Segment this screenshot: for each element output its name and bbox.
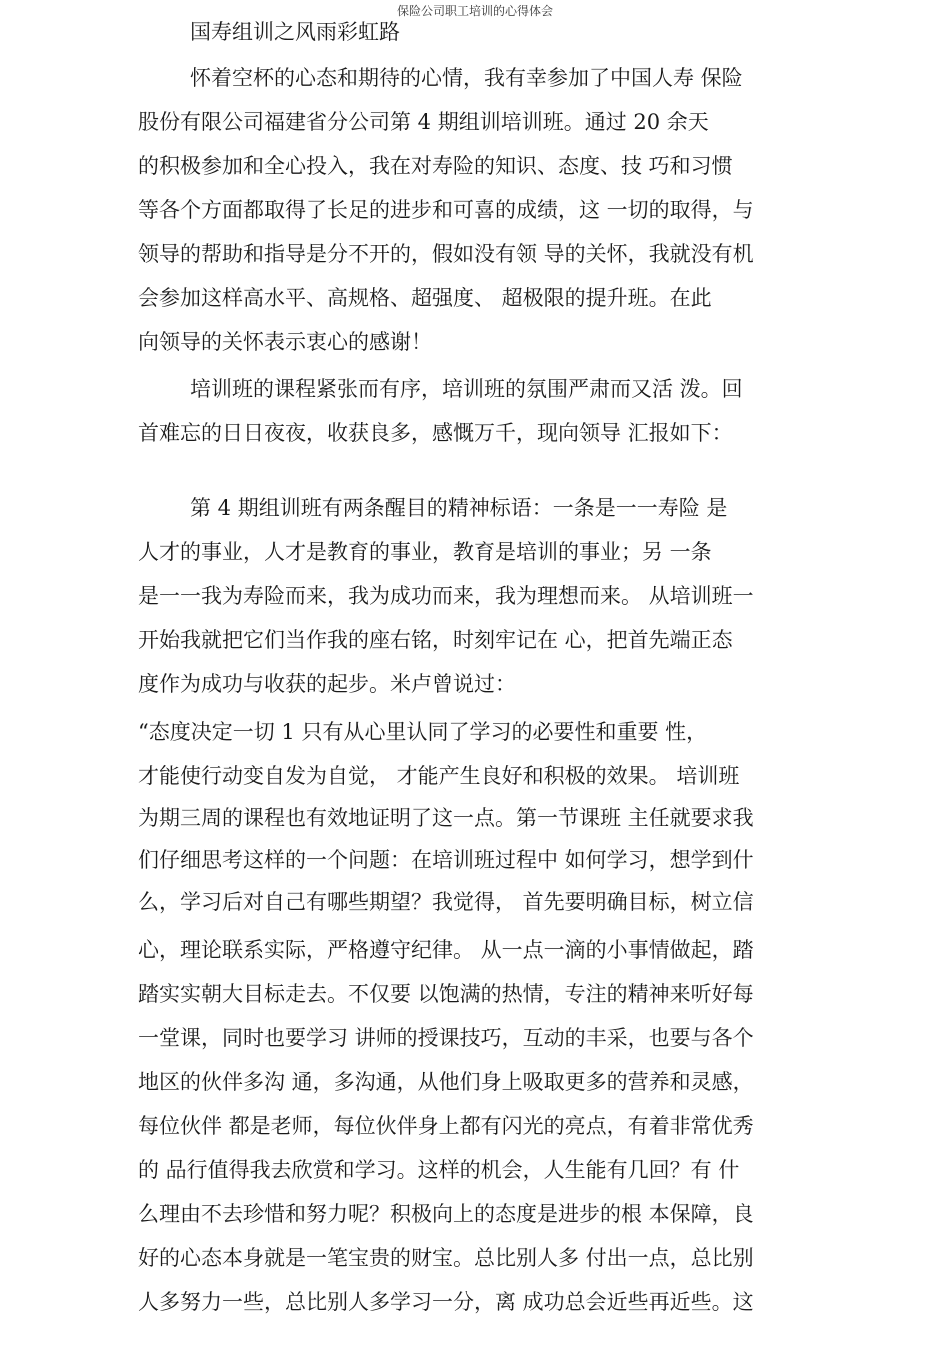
- body-line: 每位伙伴 都是老师，每位伙伴身上都有闪光的亮点，有着非常优秀: [138, 1114, 754, 1138]
- body-line: 人多努力一些，总比别人多学习一分，离 成功总会近些再近些。这: [138, 1290, 754, 1314]
- body-line: 等各个方面都取得了长足的进步和可喜的成绩，这 一切的取得，与: [138, 198, 754, 222]
- body-line: 开始我就把它们当作我的座右铭，时刻牢记在 心，把首先端正态: [138, 628, 733, 652]
- body-line: 领导的帮助和指导是分不开的，假如没有领 导的关怀，我就没有机: [138, 242, 754, 266]
- body-line: 为期三周的课程也有效地证明了这一点。第一节课班 主任就要求我: [138, 806, 754, 830]
- body-line: 的 品行值得我去欣赏和学习。这样的机会，人生能有几回？有 什: [138, 1158, 740, 1182]
- body-line: 人才的事业，人才是教育的事业，教育是培训的事业；另 一条: [138, 540, 712, 564]
- body-line: 们仔细思考这样的一个问题：在培训班过程中 如何学习，想学到什: [138, 848, 754, 872]
- body-line: 首难忘的日日夜夜，收获良多，感慨万千，现向领导 汇报如下：: [138, 421, 733, 445]
- body-line: 是一一我为寿险而来，我为成功而来，我为理想而来。 从培训班一: [138, 584, 754, 608]
- body-line: 股份有限公司福建省分公司第 4 期组训培训班。通过 20 余天: [138, 110, 709, 134]
- body-line: 么，学习后对自己有哪些期望？我觉得， 首先要明确目标，树立信: [138, 890, 754, 914]
- body-line: 一堂课，同时也要学习 讲师的授课技巧，互动的丰采，也要与各个: [138, 1026, 754, 1050]
- body-line: 会参加这样高水平、高规格、超强度、 超极限的提升班。在此: [138, 286, 712, 310]
- body-line: 向领导的关怀表示衷心的感谢！: [138, 330, 432, 354]
- body-line: 培训班的课程紧张而有序，培训班的氛围严肃而又活 泼。回: [190, 377, 743, 401]
- body-line: 第 4 期组训班有两条醒目的精神标语：一条是一一寿险 是: [190, 496, 728, 520]
- body-line: 踏实实朝大目标走去。不仅要 以饱满的热情，专注的精神来听好每: [138, 982, 754, 1006]
- body-line: 好的心态本身就是一笔宝贵的财宝。总比别人多 付出一点，总比别: [138, 1246, 754, 1270]
- body-line: 么理由不去珍惜和努力呢？积极向上的态度是进步的根 本保障，良: [138, 1202, 754, 1226]
- body-line: 才能使行动变自发为自觉， 才能产生良好和积极的效果。 培训班: [138, 764, 740, 788]
- body-line: “态度决定一切 1 只有从心里认同了学习的必要性和重要 性，: [138, 720, 708, 744]
- body-line: 地区的伙伴多沟 通，多沟通，从他们身上吸取更多的营养和灵感，: [138, 1070, 754, 1094]
- running-header: 保险公司职工培训的心得体会: [396, 4, 553, 18]
- body-line: 度作为成功与收获的起步。米卢曾说过：: [138, 672, 516, 696]
- document-title: 国寿组训之风雨彩虹路: [190, 20, 400, 44]
- body-line: 心，理论联系实际，严格遵守纪律。 从一点一滴的小事情做起，踏: [138, 938, 754, 962]
- body-line: 怀着空杯的心态和期待的心情，我有幸参加了中国人寿 保险: [190, 66, 743, 90]
- body-line: 的积极参加和全心投入，我在对寿险的知识、态度、技 巧和习惯: [138, 154, 733, 178]
